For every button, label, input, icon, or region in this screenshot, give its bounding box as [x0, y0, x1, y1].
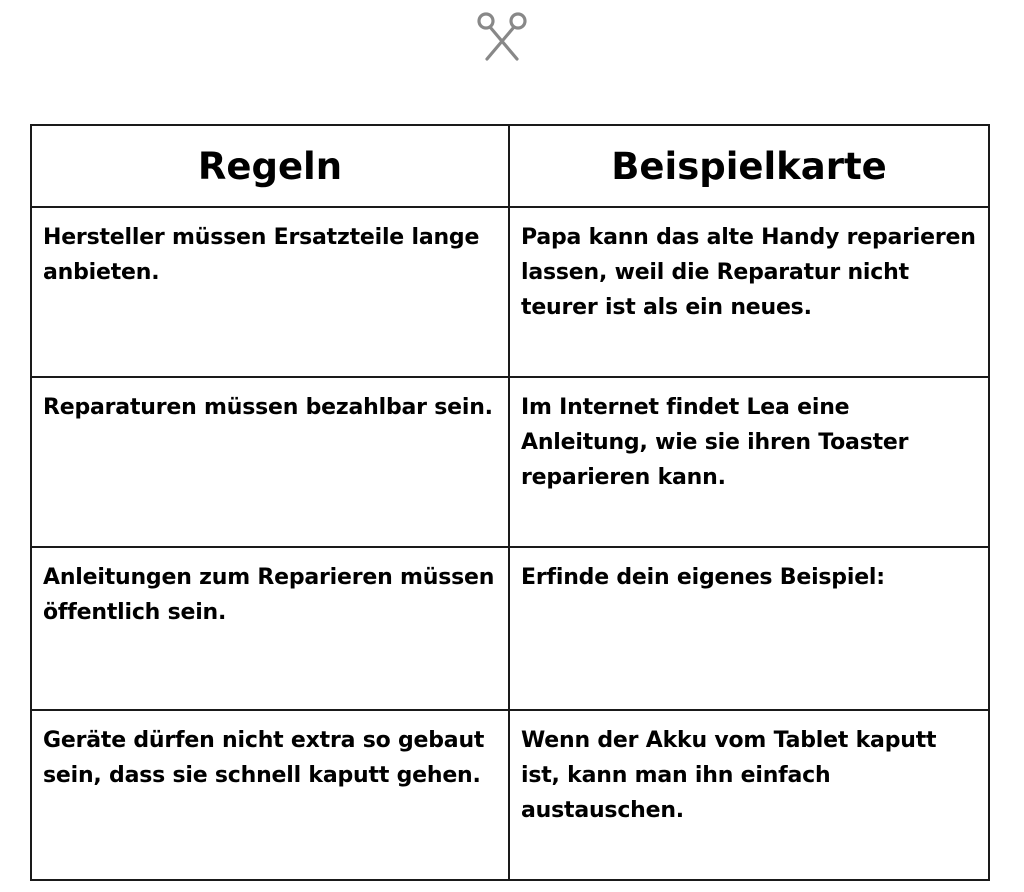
scissors-icon: [474, 10, 530, 62]
rule-cell: Reparaturen müssen bezahlbar sein.: [31, 377, 509, 547]
table-row: [31, 377, 989, 547]
table-header-row: [31, 125, 989, 207]
table-row: [31, 207, 989, 377]
rule-cell: Geräte dürfen nicht extra so gebaut sein, dass sie schnell kaputt gehen.: [31, 710, 509, 880]
header-rules: Regeln: [31, 125, 509, 207]
header-example-card: Beispielkarte: [509, 125, 989, 207]
table-row: [31, 710, 989, 880]
table-row: [31, 547, 989, 710]
example-cell: Papa kann das alte Handy reparieren lassen, weil die Reparatur nicht teurer ist als ein neues.: [509, 207, 989, 377]
rule-cell: Anleitungen zum Reparieren müssen öffentlich sein.: [31, 547, 509, 710]
example-cell: Im Internet findet Lea eine Anleitung, wie sie ihren Toaster reparieren kann.: [509, 377, 989, 547]
example-cell: Wenn der Akku vom Tablet kaputt ist, kann man ihn einfach austauschen.: [509, 710, 989, 880]
rule-cell: Hersteller müssen Ersatzteile lange anbieten.: [31, 207, 509, 377]
rules-table: [30, 124, 990, 881]
example-cell: Erfinde dein eigenes Beispiel:: [509, 547, 989, 710]
